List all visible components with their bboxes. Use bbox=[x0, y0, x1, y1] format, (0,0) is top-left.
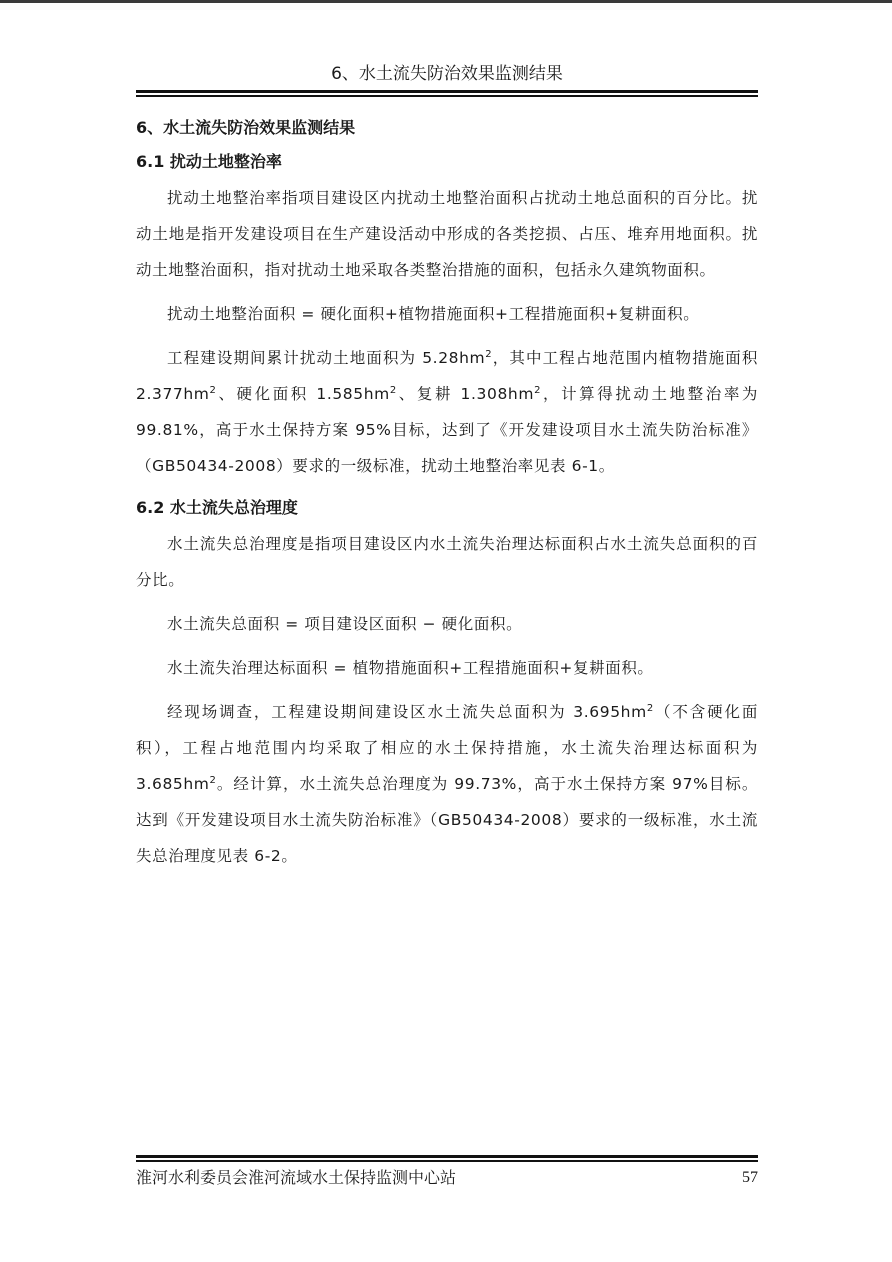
superscript: 2 bbox=[209, 774, 217, 786]
text-run: ，其中工程占地范围内植物措施面积 2.377hm bbox=[136, 349, 758, 403]
footer-organization: 淮河水利委员会淮河流域水土保持监测中心站 bbox=[136, 1168, 457, 1187]
superscript: 2 bbox=[646, 702, 654, 714]
text-run: 经现场调查，工程建设期间建设区水土流失总面积为 3.695hm bbox=[167, 703, 647, 721]
superscript: 2 bbox=[534, 384, 542, 396]
text-run: 、硬化面积 1.585hm bbox=[216, 385, 390, 403]
footer-rule-thick bbox=[136, 1155, 758, 1158]
paragraph bbox=[136, 340, 758, 484]
text-run: ，计算得扰动土地整治率为 99.81%，高于水土保持方案 95%目标，达到了《开发建设项目水土流失防治标准》（GB50434-2008）要求的一级标准，扰动土地整治率见表 6-1。 bbox=[136, 385, 758, 475]
formula-paragraph: 扰动土地整治面积 = 硬化面积+植物措施面积+工程措施面积+复耕面积。 bbox=[167, 305, 700, 323]
text-run: 。经计算，水土流失总治理度为 99.73%，高于水土保持方案 97%目标。达到《开发建设项目水土流失防治标准》（GB50434-2008）要求的一级标准，水土流失总治理度见表 6-2。 bbox=[136, 775, 758, 865]
header-rule-thin bbox=[136, 95, 758, 97]
text-run: 、复耕 1.308hm bbox=[396, 385, 535, 403]
footer-rule-thin bbox=[136, 1160, 758, 1162]
document-body bbox=[136, 112, 758, 882]
text-run: （不含硬化面积），工程占地范围内均采取了相应的水土保持措施，水土流失治理达标面积为 3.685hm bbox=[136, 703, 759, 793]
paragraph bbox=[136, 694, 758, 874]
superscript: 2 bbox=[209, 384, 217, 396]
superscript: 2 bbox=[389, 384, 397, 396]
paragraph: 水土流失总治理度是指项目建设区内水土流失治理达标面积占水土流失总面积的百分比。 bbox=[136, 535, 758, 589]
paragraph: 扰动土地整治率指项目建设区内扰动土地整治面积占扰动土地总面积的百分比。扰动土地是指开发建设项目在生产建设活动中形成的各类挖损、占压、堆弃用地面积。扰动土地整治面积，指对扰动土地采取各类整治措施的面积，包括永久建筑物面积。 bbox=[136, 189, 758, 279]
running-header: 6、水土流失防治效果监测结果 bbox=[331, 64, 563, 84]
text-run: 工程建设期间累计扰动土地面积为 5.28hm bbox=[167, 349, 486, 367]
section-title: 6、水土流失防治效果监测结果 bbox=[136, 118, 356, 137]
subsection-6-1-title: 6.1 扰动土地整治率 bbox=[136, 152, 282, 171]
page-number: 57 bbox=[742, 1169, 758, 1186]
formula-paragraph: 水土流失总面积 = 项目建设区面积 − 硬化面积。 bbox=[167, 615, 523, 633]
subsection-6-2-title: 6.2 水土流失总治理度 bbox=[136, 498, 298, 517]
formula-paragraph: 水土流失治理达标面积 = 植物措施面积+工程措施面积+复耕面积。 bbox=[167, 659, 654, 677]
superscript: 2 bbox=[485, 348, 493, 360]
page-top-border bbox=[0, 0, 892, 3]
header-rule-thick bbox=[136, 90, 758, 93]
